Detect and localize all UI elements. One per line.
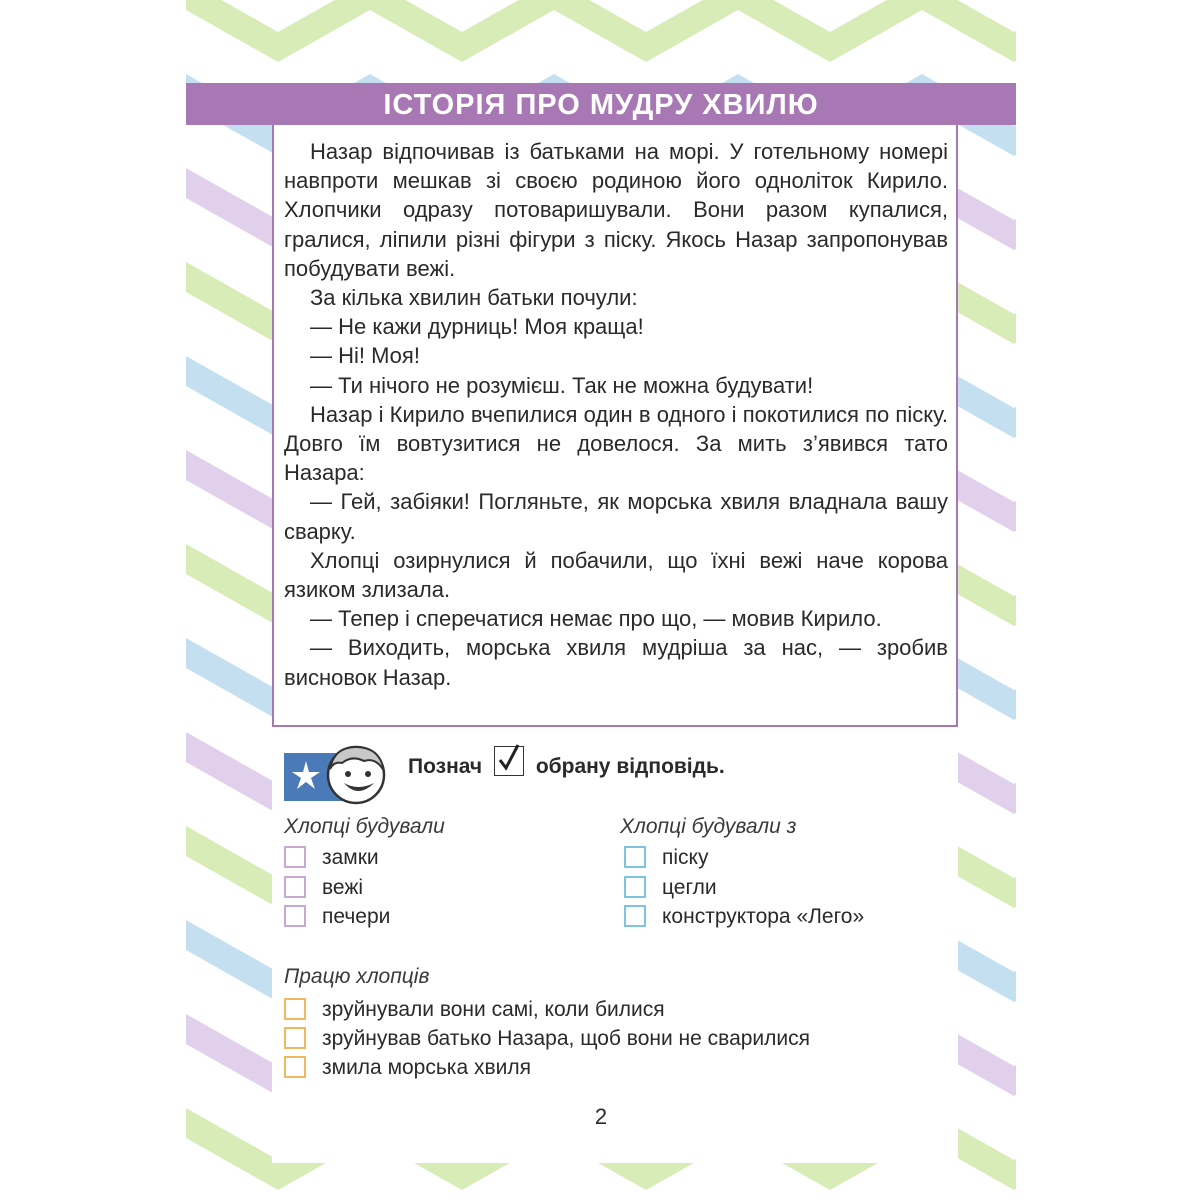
question-3-option-3-checkbox[interactable] (284, 1056, 306, 1078)
question-2-option-2-checkbox[interactable] (624, 876, 646, 898)
question-2-option-2-label: цегли (662, 876, 717, 899)
question-1-option-2-checkbox[interactable] (284, 876, 306, 898)
story-paragraph: — Гей, забіяки! Погляньте, як морська хвиля владнала вашу сварку. (284, 489, 948, 544)
instruction-text-before: Познач (408, 755, 483, 778)
story-paragraph: — Виходить, морська хвиля мудріша за нас, — зробив висновок Назар. (284, 635, 948, 690)
page-number: 2 (594, 1104, 608, 1129)
question-3-option-3-label: змила морська хвиля (322, 1056, 531, 1079)
question-1-option-1-checkbox[interactable] (284, 846, 306, 868)
question-3-title: Працю хлопців (284, 965, 430, 988)
question-3-option-1-label: зруйнували вони самі, коли билися (322, 998, 665, 1021)
quiz-panel (272, 727, 958, 1163)
story-box (272, 125, 958, 727)
question-1-option-3-label: печери (322, 905, 391, 928)
question-3-option-2-checkbox[interactable] (284, 1027, 306, 1049)
question-3-option-1-checkbox[interactable] (284, 998, 306, 1020)
question-1-option-3-checkbox[interactable] (284, 905, 306, 927)
question-2-option-1-label: піску (662, 846, 709, 869)
question-2-title: Хлопці будували з (620, 815, 797, 838)
story-paragraph: Назар і Кирило вчепилися один в одного і покотилися по піску. Довго їм вовтузитися не довелося. За мить з’явився тато Назара: (284, 401, 948, 486)
page-title: ІСТОРІЯ ПРО МУДРУ ХВИЛЮ (383, 89, 819, 121)
question-2-option-3-checkbox[interactable] (624, 905, 646, 927)
instruction-text-after: обрану відповідь. (535, 755, 725, 778)
question-3-option-2-label: зруйнував батько Назара, щоб вони не сварилися (322, 1027, 811, 1050)
check-mark-icon (497, 743, 521, 775)
star-and-smiling-boy-icon (284, 741, 394, 805)
workbook-page (186, 0, 1016, 1200)
title-bar (186, 83, 1016, 125)
story-paragraph: — Ні! Моя! (310, 343, 420, 369)
story-paragraph: Назар відпочивав із батьками на морі. У готельному номері навпроти мешкав зі своєю родиною його одноліток Кирило. Хлопчики одразу потоваришували. Вони разом купалися, гралися, ліпили різні фігури з піску. Якось Назар запропонував побудувати вежі. (284, 139, 948, 281)
question-1-option-2-label: вежі (322, 876, 364, 899)
story-paragraph: — Ти нічого не розумієш. Так не можна будувати! (310, 372, 814, 398)
instruction (408, 755, 725, 779)
story-paragraph: — Тепер і сперечатися немає про що, — мовив Кирило. (310, 606, 882, 632)
story-paragraph: — Не кажи дурниць! Моя краща! (310, 314, 644, 340)
question-2-option-1-checkbox[interactable] (624, 846, 646, 868)
question-2-option-3-label: конструктора «Лего» (662, 905, 865, 928)
question-1-option-1-label: замки (322, 846, 379, 869)
chevron-stripe (186, 0, 1016, 62)
question-1-title: Хлопці будували (284, 815, 445, 838)
story-paragraph: За кілька хвилин батьки почули: (310, 285, 638, 311)
story-paragraph: Хлопці озирнулися й побачили, що їхні вежі наче корова язиком злизала. (284, 547, 948, 603)
check-mark-box (494, 746, 524, 776)
